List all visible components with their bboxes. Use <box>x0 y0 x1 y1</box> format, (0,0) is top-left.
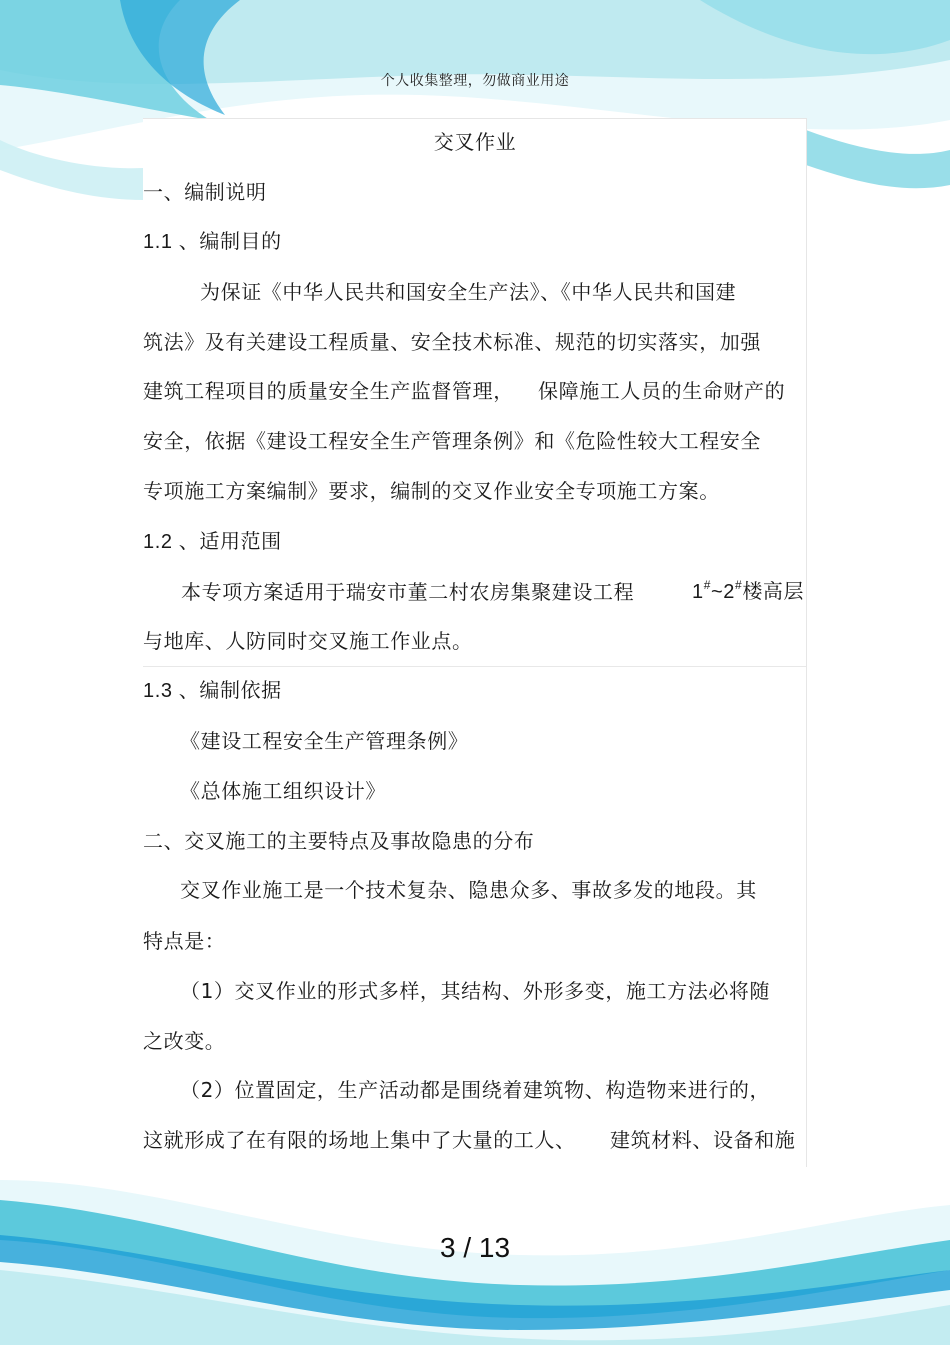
paragraph-line: 特点是： <box>143 929 226 953</box>
section-2-heading: 二、交叉施工的主要特点及事故隐患的分布 <box>143 829 535 853</box>
section-1-heading: 一、编制说明 <box>143 180 267 204</box>
list-item: （2）位置固定，生产活动都是围绕着建筑物、构造物来进行的， <box>180 1078 771 1102</box>
building-range <box>692 578 804 606</box>
paragraph-line: 交叉作业施工是一个技术复杂、隐患众多、事故多发的地段。其 <box>180 878 757 902</box>
section-divider <box>143 666 806 667</box>
page-number: 3 / 13 <box>439 1232 511 1263</box>
paragraph-line: 建筑材料、设备和施 <box>610 1128 796 1152</box>
header-note: 个人收集整理，勿做商业用途 <box>380 73 570 89</box>
document-title: 交叉作业 <box>433 130 517 154</box>
reference-item: 《建设工程安全生产管理条例》 <box>180 729 469 753</box>
reference-item: 《总体施工组织设计》 <box>180 779 386 803</box>
paragraph-line: 安全，依据《建设工程安全生产管理条例》和《危险性较大工程安全 <box>143 429 761 453</box>
section-1-3-heading: 1.3 、编制依据 <box>143 680 282 702</box>
paragraph-line: 本专项方案适用于瑞安市董二村农房集聚建设工程 <box>181 580 635 604</box>
paragraph-line: 建筑工程项目的质量安全生产监督管理， <box>143 379 514 403</box>
list-item: （1）交叉作业的形式多样，其结构、外形多变，施工方法必将随 <box>180 979 771 1003</box>
paragraph-line: 筑法》及有关建设工程质量、安全技术标准、规范的切实落实，加强 <box>143 330 761 354</box>
paragraph-line: 之改变。 <box>143 1029 226 1053</box>
paragraph-line: 这就形成了在有限的场地上集中了大量的工人、 <box>143 1128 576 1152</box>
building-suffix: 楼高层 <box>742 581 805 603</box>
section-1-2-heading: 1.2 、适用范围 <box>143 531 282 553</box>
section-1-1-heading: 1.1 、编制目的 <box>143 231 282 253</box>
sup-mark-2: # <box>735 578 743 592</box>
paragraph-line: 为保证《中华人民共和国安全生产法》、《中华人民共和国建 <box>200 280 737 304</box>
paragraph-line: 保障施工人员的生命财产的 <box>538 379 786 403</box>
building-number-1: 1 <box>692 581 704 603</box>
building-number-2: ~2 <box>711 581 736 603</box>
paragraph-line: 专项施工方案编制》要求，编制的交叉作业安全专项施工方案。 <box>143 479 720 503</box>
sup-mark-1: # <box>703 578 712 592</box>
paragraph-line: 与地库、人防同时交叉施工作业点。 <box>143 629 473 653</box>
